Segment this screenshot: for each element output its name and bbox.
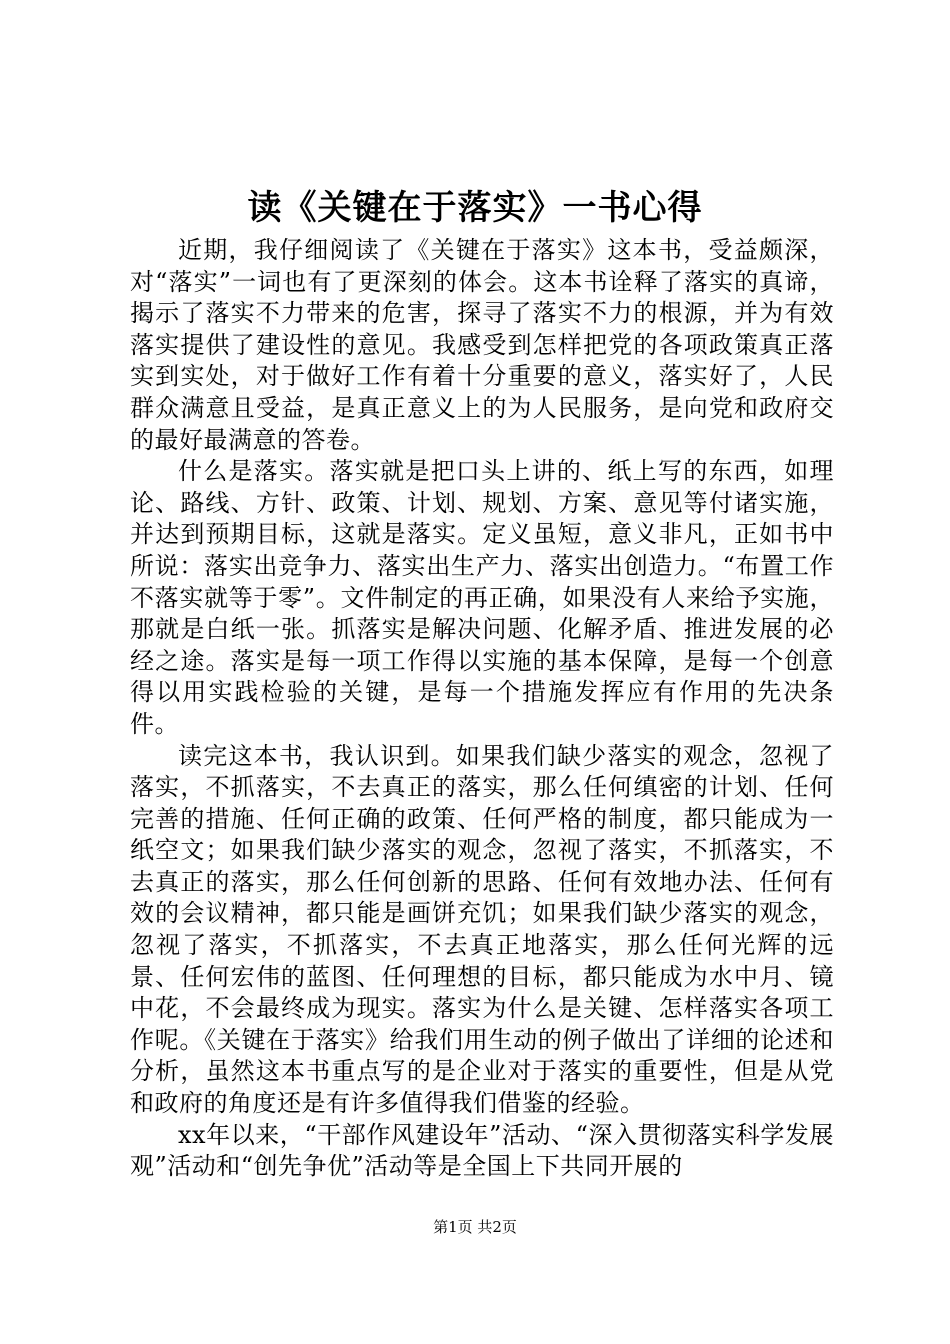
paragraph-4: xx年以来，“干部作风建设年”活动、“深入贯彻落实科学发展观”活动和“创先争优”活动等是全国上下共同开展的 bbox=[130, 1120, 834, 1181]
page-footer: 第1页 共2页 bbox=[433, 1218, 517, 1236]
paragraph-2: 什么是落实。落实就是把口头上讲的、纸上写的东西，如理论、路线、方针、政策、计划、规划、方案、意见等付诸实施，并达到预期目标，这就是落实。定义虽短，意义非凡，正如书中所说：落实出竞争力、落实出生产力、落实出创造力。“布置工作不落实就等于零”。文件制定的再正确，如果没有人来给予实施，那就是白纸一张。抓落实是解决问题、化解矛盾、推进发展的必经之途。落实是每一项工作得以实施的基本保障，是每一个创意得以用实践检验的关键，是每一个措施发挥应有作用的先决条件。 bbox=[130, 457, 834, 738]
document-title: 读《关键在于落实》一书心得 bbox=[247, 188, 703, 228]
document-body bbox=[130, 235, 834, 1183]
paragraph-1: 近期，我仔细阅读了《关键在于落实》这本书，受益颇深，对“落实”一词也有了更深刻的体会。这本书诠释了落实的真谛，揭示了落实不力带来的危害，探寻了落实不力的根源，并为有效落实提供了建设性的意见。我感受到怎样把党的各项政策真正落实到实处，对于做好工作有着十分重要的意义，落实好了，人民群众满意且受益，是真正意义上的为人民服务，是向党和政府交的最好最满意的答卷。 bbox=[130, 236, 834, 454]
paragraph-3: 读完这本书，我认识到。如果我们缺少落实的观念，忽视了落实，不抓落实，不去真正的落实，那么任何缜密的计划、任何完善的措施、任何正确的政策、任何严格的制度，都只能成为一纸空文；如果我们缺少落实的观念，忽视了落实，不抓落实，不去真正的落实，那么任何创新的思路、任何有效地办法、任何有效的会议精神，都只能是画饼充饥；如果我们缺少落实的观念，忽视了落实，不抓落实，不去真正地落实，那么任何光辉的远景、任何宏伟的蓝图、任何理想的目标，都只能成为水中月、镜中花，不会最终成为现实。落实为什么是关键、怎样落实各项工作呢。《关键在于落实》给我们用生动的例子做出了详细的论述和分析，虽然这本书重点写的是企业对于落实的重要性，但是从党和政府的角度还是有许多值得我们借鉴的经验。 bbox=[130, 741, 834, 1118]
